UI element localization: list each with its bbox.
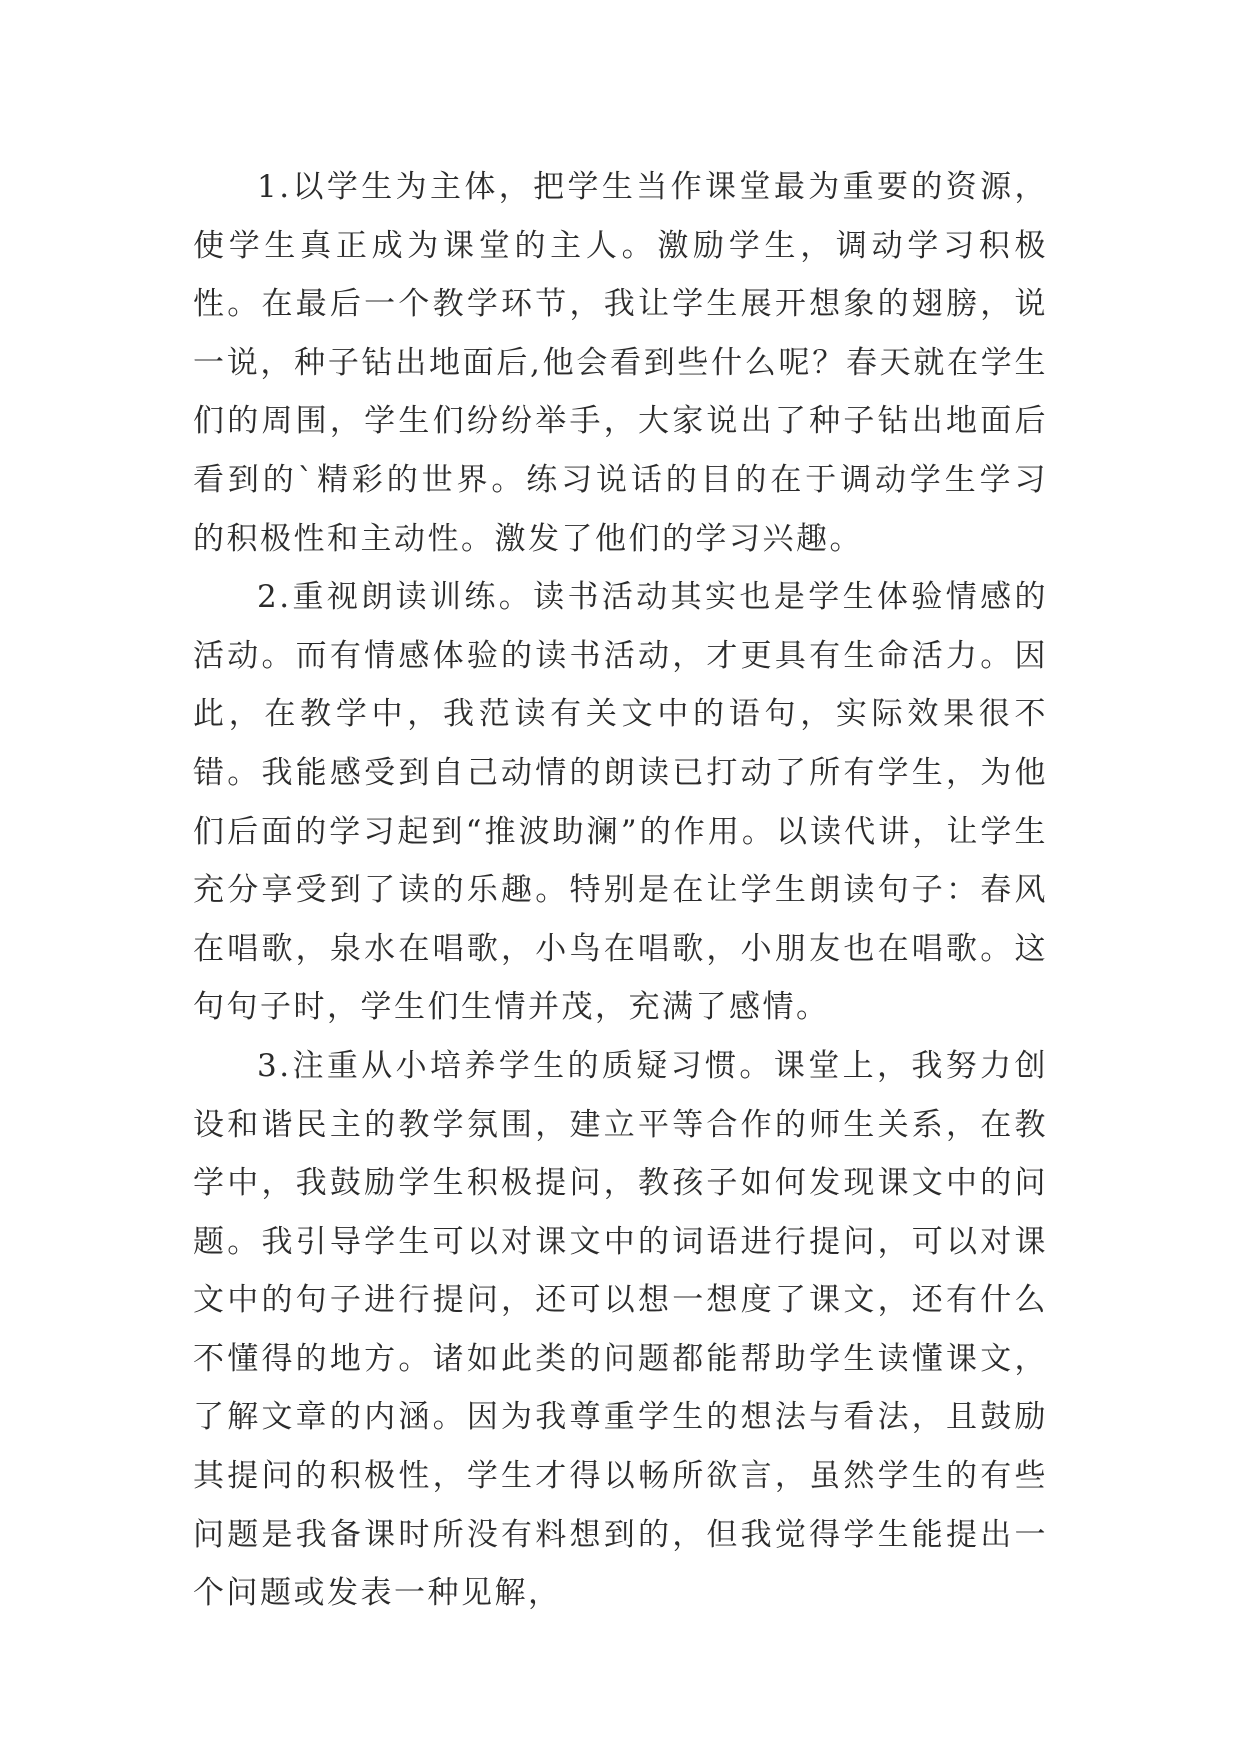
document-page (193, 158, 1048, 1623)
paragraph-3: 3.注重从小培养学生的质疑习惯。课堂上，我努力创设和谐民主的教学氛围，建立平等合作的师生关系，在教学中，我鼓励学生积极提问，教孩子如何发现课文中的问题。我引导学生可以对课文中的词语进行提问，可以对课文中的句子进行提问，还可以想一想度了课文，还有什么不懂得的地方。诸如此类的问题都能帮助学生读懂课文，了解文章的内涵。因为我尊重学生的想法与看法，且鼓励其提问的积极性，学生才得以畅所欲言，虽然学生的有些问题是我备课时所没有料想到的，但我觉得学生能提出一个问题或发表一种见解， (193, 1047, 1048, 1612)
paragraph-1: 1.以学生为主体，把学生当作课堂最为重要的资源，使学生真正成为课堂的主人。激励学生，调动学习积极性。在最后一个教学环节，我让学生展开想象的翅膀，说一说，种子钻出地面后,他会看到些什么呢？春天就在学生们的周围，学生们纷纷举手，大家说出了种子钻出地面后看到的`精彩的世界。练习说话的目的在于调动学生学习的积极性和主动性。激发了他们的学习兴趣。 (193, 169, 1048, 557)
paragraph-2: 2.重视朗读训练。读书活动其实也是学生体验情感的活动。而有情感体验的读书活动，才更具有生命活力。因此，在教学中，我范读有关文中的语句，实际效果很不错。我能感受到自己动情的朗读已打动了所有学生，为他们后面的学习起到“推波助澜”的作用。以读代讲，让学生充分享受到了读的乐趣。特别是在让学生朗读句子：春风在唱歌，泉水在唱歌，小鸟在唱歌，小朋友也在唱歌。这句句子时，学生们生情并茂，充满了感情。 (193, 579, 1048, 1026)
